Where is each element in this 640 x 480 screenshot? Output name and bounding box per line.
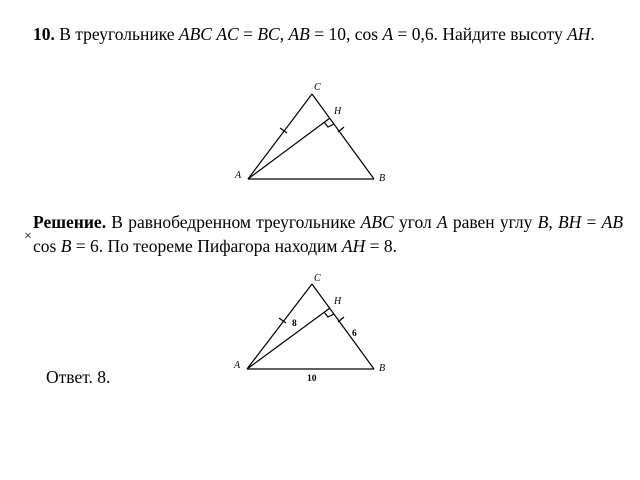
problem-text: ,	[279, 24, 289, 44]
solution-fragment: = 6. По теореме Пифагора находим	[71, 236, 342, 256]
side-bc-line	[312, 284, 374, 369]
angle-a: A	[382, 24, 394, 44]
problem-number: 10.	[33, 24, 55, 44]
problem-text: В треугольнике	[54, 24, 179, 44]
solution-fragment: равен углу	[447, 212, 538, 232]
label-b: B	[379, 173, 386, 184]
value-ah: 8	[292, 319, 297, 329]
side-ab: AB	[601, 212, 624, 232]
tick-mark-bc	[338, 317, 344, 322]
label-b: B	[379, 363, 386, 374]
side-ab: AB	[288, 24, 310, 44]
side-bc: BC	[257, 24, 280, 44]
triangle-name: ABC	[178, 24, 212, 44]
label-a: A	[235, 170, 242, 181]
problem-text: = 0,6. Найдите высоту	[393, 24, 568, 44]
problem-text: = 10, cos	[309, 24, 383, 44]
solution-fragment: ,	[548, 212, 558, 232]
label-h: H	[334, 296, 342, 307]
value-ab: 10	[307, 374, 317, 384]
label-a: A	[234, 360, 241, 371]
solution-fragment: cos	[33, 236, 61, 256]
segment-bh: BH	[557, 212, 582, 232]
solution-fragment: =	[581, 212, 602, 232]
solution-fragment: В равнобедренном треугольнике	[106, 212, 361, 232]
side-ac-line	[247, 284, 312, 369]
angle-b: B	[60, 236, 72, 256]
angle-b: B	[537, 212, 549, 232]
label-c: C	[314, 273, 321, 284]
triangle-name: ABC	[360, 212, 394, 232]
label-c: C	[314, 82, 321, 93]
angle-a: A	[436, 212, 448, 232]
solution-text: Решение. В равнобедренном треугольнике ABC угол A равен углу B, BH = AB × cos B = 6. По теореме Пифагора находим AH = 8.	[24, 212, 624, 256]
solution-fragment: = 8.	[365, 236, 397, 256]
side-ac: AC	[216, 24, 239, 44]
solution-heading: Решение.	[33, 212, 107, 232]
height-ah: AH	[341, 236, 366, 256]
problem-text: .	[590, 24, 595, 44]
answer: Ответ. 8.	[46, 367, 111, 387]
height-ah-line	[247, 308, 330, 369]
solution-fragment: угол	[393, 212, 437, 232]
height-ah: AH	[567, 24, 591, 44]
value-bh: 6	[352, 329, 357, 339]
problem-text: =	[238, 24, 258, 44]
label-h: H	[334, 106, 342, 117]
